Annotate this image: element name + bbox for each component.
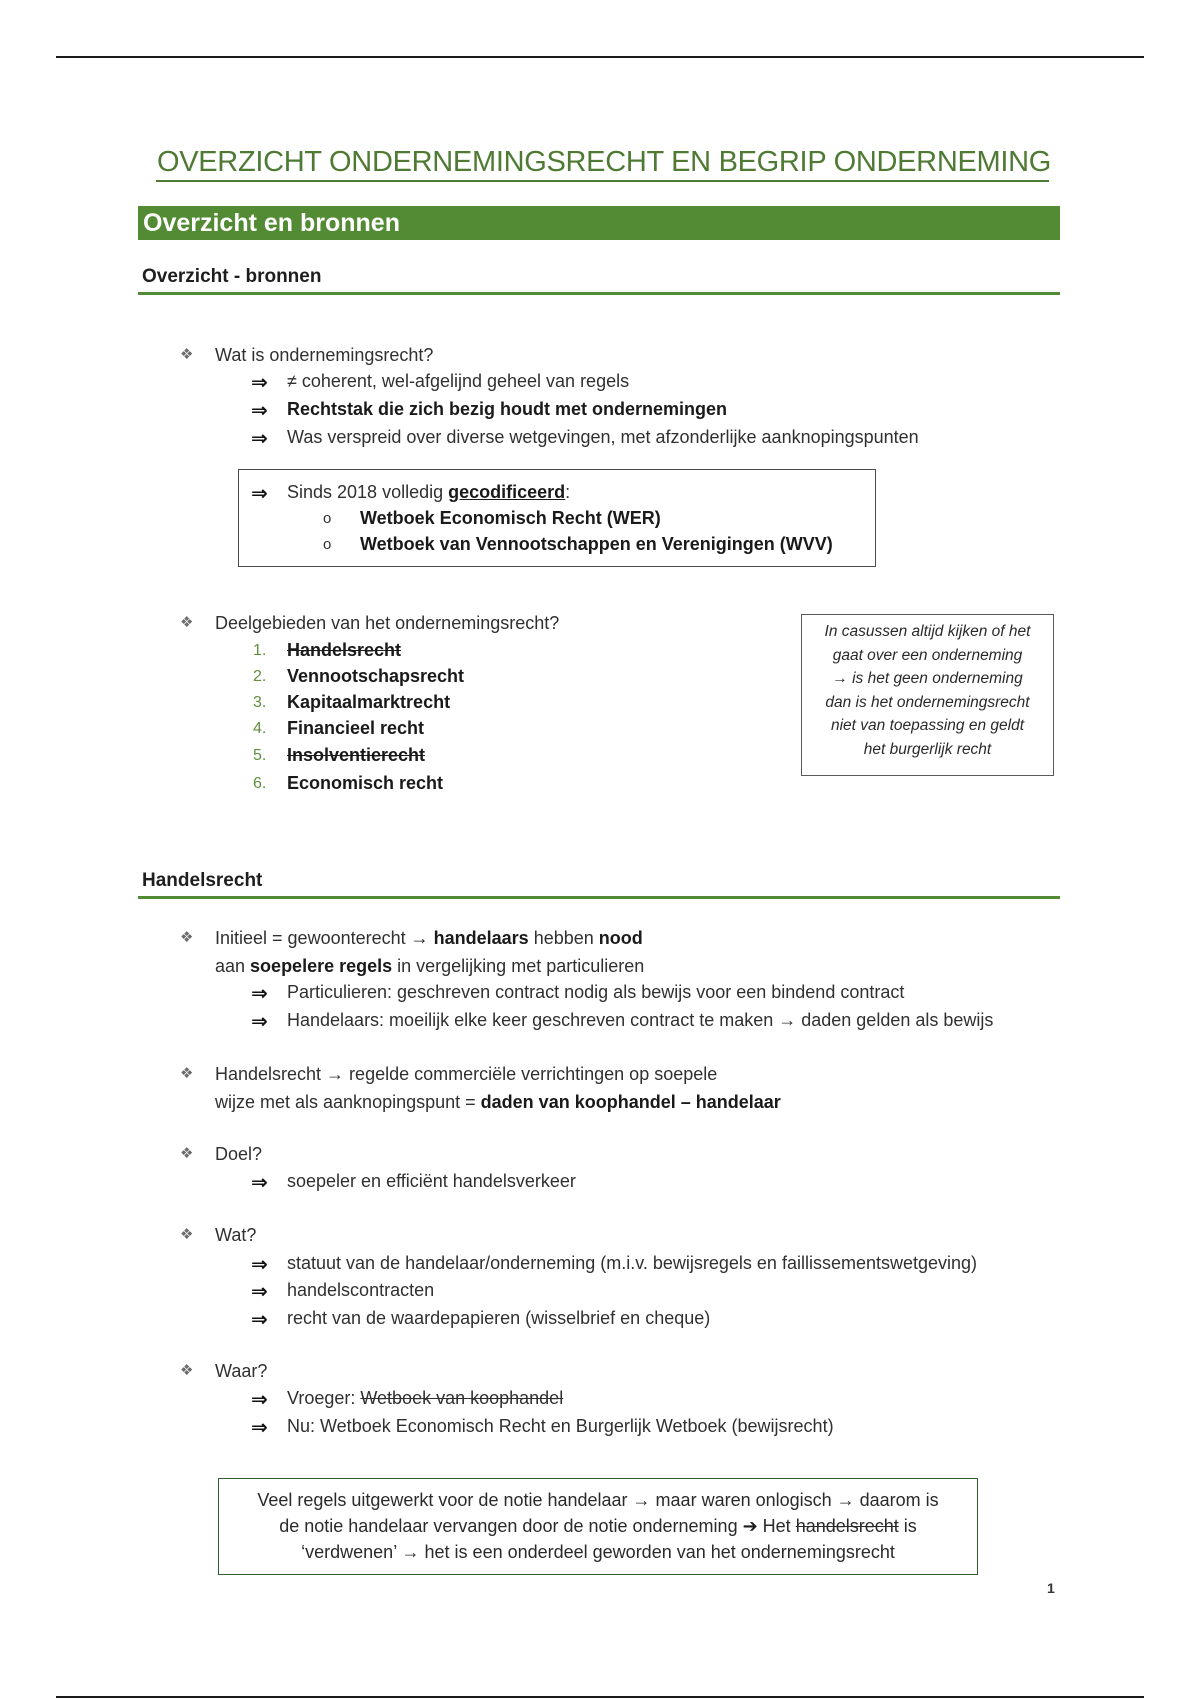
casus-note (801, 614, 1054, 776)
question-text: Doel? (215, 1144, 263, 1164)
double-arrow-icon: ⇒ (251, 1309, 268, 1331)
text-span: in vergelijking met particulieren (392, 956, 645, 976)
list-item: Kapitaalmarktrecht (287, 692, 451, 712)
subheading-handelsrecht: Handelsrecht (142, 870, 263, 891)
list-number: 6. (253, 775, 267, 792)
double-arrow-icon: ⇒ (251, 983, 268, 1005)
text-span: Het (757, 1516, 796, 1536)
title-underline (156, 180, 1049, 182)
codification-text (287, 481, 570, 503)
paragraph-line (215, 1091, 781, 1113)
double-arrow-icon: ⇒ (251, 1281, 268, 1303)
list-item: Financieel recht (287, 718, 425, 738)
double-arrow-icon: ⇒ (251, 400, 268, 422)
summary-line: Veel regels uitgewerkt voor de notie handelaar → maar waren onlogisch → daarom is (257, 1490, 939, 1510)
list-number: 2. (253, 668, 267, 685)
circle-bullet-icon: o (323, 536, 332, 553)
list-number: 3. (253, 694, 267, 711)
top-rule (56, 56, 1144, 58)
diamond-bullet-icon: ❖ (180, 1065, 194, 1082)
arrow-glyph: ➔ (742, 1516, 758, 1536)
double-arrow-icon: ⇒ (251, 1417, 268, 1439)
answer-text: ≠ coherent, wel-afgelijnd geheel van regels (287, 371, 630, 391)
paragraph-line (215, 927, 643, 949)
section-heading: Overzicht en bronnen (138, 206, 1060, 240)
note-line: dan is het ondernemingsrecht (825, 693, 1030, 711)
wetboek-item: Wetboek van Vennootschappen en Verenigingen (WVV) (360, 534, 833, 554)
text-span: handelaars (428, 928, 529, 948)
wetboek-item: Wetboek Economisch Recht (WER) (360, 508, 661, 528)
diamond-bullet-icon: ❖ (180, 614, 194, 631)
answer-text: statuut van de handelaar/onderneming (m.i.v. bewijsregels en faillissementswetgeving) (287, 1253, 978, 1273)
codification-post: : (565, 482, 571, 502)
answer-text: soepeler en efficiënt handelsverkeer (287, 1171, 576, 1191)
list-number: 4. (253, 720, 267, 737)
text-span: Vroeger: (287, 1388, 361, 1408)
page-number: 1 (1047, 1580, 1055, 1596)
text-span: nood (598, 928, 643, 948)
text-span: de notie handelaar vervangen door de notie onderneming (279, 1516, 743, 1536)
diamond-bullet-icon: ❖ (180, 929, 194, 946)
struck-text: Wetboek van koophandel (360, 1388, 564, 1408)
answer-text: handelscontracten (287, 1280, 435, 1300)
question-text: Deelgebieden van het ondernemingsrecht? (215, 613, 560, 633)
question-text: Waar? (215, 1361, 268, 1381)
summary-box (218, 1478, 978, 1575)
summary-line: ‘verdwenen’ → het is een onderdeel geworden van het ondernemingsrecht (301, 1542, 895, 1562)
note-line: niet van toepassing en geldt (830, 717, 1025, 734)
answer-text: recht van de waardepapieren (wisselbrief en cheque) (287, 1308, 711, 1328)
note-line: → is het geen onderneming (832, 670, 1023, 687)
double-arrow-icon: ⇒ (251, 1389, 268, 1411)
double-arrow-icon: ⇒ (251, 372, 268, 394)
note-line: In casussen altijd kijken of het (824, 623, 1031, 640)
list-item: Vennootschapsrecht (287, 666, 465, 686)
summary-line (219, 1513, 977, 1539)
double-arrow-icon: ⇒ (251, 1254, 268, 1276)
paragraph-line (215, 955, 644, 977)
text-span: Initieel = gewoonterecht (215, 928, 411, 948)
diamond-bullet-icon: ❖ (180, 1362, 194, 1379)
circle-bullet-icon: o (323, 510, 332, 527)
answer-text: Rechtstak die zich bezig houdt met ondernemingen (287, 399, 728, 419)
answer-text (287, 1387, 563, 1409)
diamond-bullet-icon: ❖ (180, 1145, 194, 1162)
question-text: Wat? (215, 1225, 257, 1245)
arrow-glyph: → (410, 928, 429, 948)
text-span: hebben (528, 928, 599, 948)
list-item: Handelsrecht (287, 640, 402, 660)
diamond-bullet-icon: ❖ (180, 1226, 194, 1243)
list-number: 5. (253, 747, 267, 764)
answer-text: Particulieren: geschreven contract nodig als bewijs voor een bindend contract (287, 982, 905, 1002)
question-text: Wat is ondernemingsrecht? (215, 345, 434, 365)
text-span: daden van koophandel – handelaar (480, 1092, 781, 1112)
subheading-rule (138, 292, 1060, 295)
answer-text: Handelaars: moeilijk elke keer geschreven contract te maken → daden gelden als bewijs (287, 1010, 994, 1030)
text-span: is (898, 1516, 917, 1536)
struck-text: handelsrecht (795, 1516, 899, 1536)
list-item: Economisch recht (287, 773, 444, 793)
paragraph-line: Handelsrecht → regelde commerciële verrichtingen op soepele (215, 1064, 718, 1084)
diamond-bullet-icon: ❖ (180, 346, 194, 363)
text-span: wijze met als aanknopingspunt = (215, 1092, 481, 1112)
text-span: soepelere regels (250, 956, 393, 976)
double-arrow-icon: ⇒ (251, 428, 268, 450)
codification-pre: Sinds 2018 volledig (287, 482, 449, 502)
note-line: het burgerlijk recht (863, 740, 992, 758)
answer-text: Was verspreid over diverse wetgevingen, met afzonderlijke aanknopingspunten (287, 427, 919, 447)
double-arrow-icon: ⇒ (251, 1011, 268, 1033)
answer-text: Nu: Wetboek Economisch Recht en Burgerlijk Wetboek (bewijsrecht) (287, 1416, 834, 1436)
note-line: gaat over een onderneming (832, 646, 1023, 664)
codification-keyword: gecodificeerd (448, 482, 566, 502)
subheading-overzicht: Overzicht - bronnen (142, 266, 322, 287)
document-title: OVERZICHT ONDERNEMINGSRECHT EN BEGRIP ONDERNEMING (156, 146, 1052, 178)
list-number: 1. (253, 642, 267, 659)
list-item: Insolventierecht (287, 745, 426, 765)
double-arrow-icon: ⇒ (251, 1172, 268, 1194)
bottom-rule (56, 1696, 1144, 1698)
double-arrow-icon: ⇒ (251, 483, 268, 505)
subheading-rule (138, 896, 1060, 899)
text-span: aan (215, 956, 251, 976)
